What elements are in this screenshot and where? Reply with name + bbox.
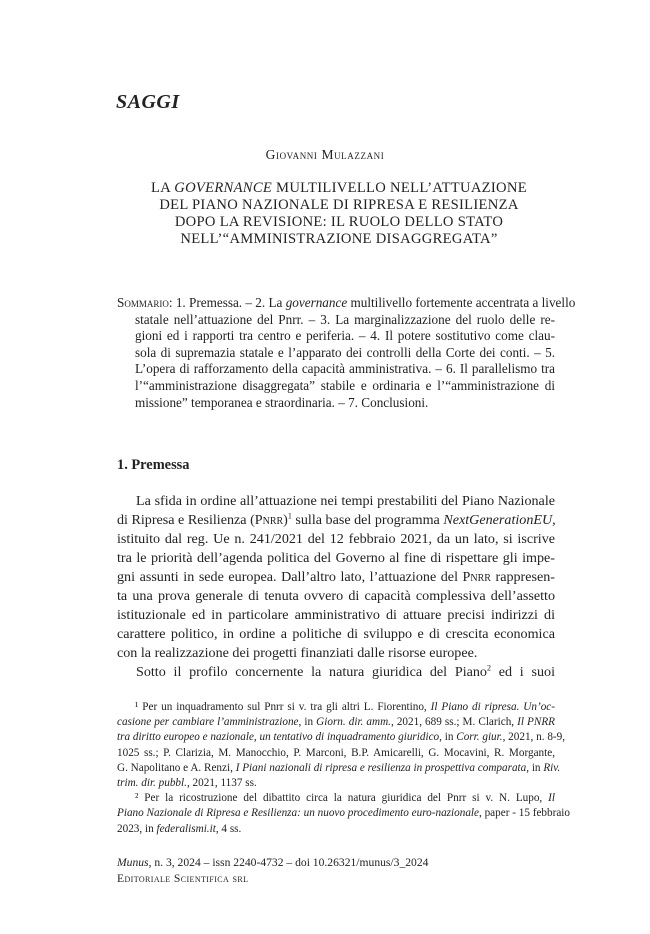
- author-name: Giovanni Mulazzani: [265, 147, 385, 162]
- body-text: [117, 492, 555, 682]
- journal-citation: Munus, n. 3, 2024 – issn 2240-4732 – doi 10.26321/munus/3_2024: [117, 856, 429, 869]
- footnote-line: G. Napolitano e A. Renzi, I Piani nazionali di ripresa e resilienza in prospettiva comparata, in Riv.: [117, 761, 561, 774]
- footnote-line: casione per cambiare l’amministrazione, in Giorn. dir. amm., 2021, 689 ss.; M. Clarich, Il PNRR: [117, 716, 556, 729]
- section-heading: 1. Premessa: [117, 457, 190, 473]
- summary-line: statale nell’attuazione del Pnrr. – 3. La marginalizzazione del ruolo delle re-: [135, 311, 555, 327]
- summary-line: gioni ed i rapporti tra centro e periferia. – 4. Il potere sostitutivo come clau-: [135, 328, 555, 344]
- title-line: DOPO LA REVISIONE: IL RUOLO DELLO STATO: [174, 214, 504, 230]
- summary-line: L’opera di rafforzamento della capacità amministrativa. – 6. Il parallelismo tra: [135, 361, 555, 377]
- page-footer: [117, 855, 428, 887]
- footnote-line: Piano Nazionale di Ripresa e Resilienza: un nuovo procedimento euro-nazionale, paper - 15 febbraio: [117, 807, 570, 820]
- summary-lead: Sommario:: [117, 295, 173, 310]
- body-line: carattere politico, in ordine a politiche di sviluppo e di crescita economica: [117, 626, 555, 642]
- body-line: Sotto il profilo concernente la natura giuridica del Piano$^2$ ed i suoi: [136, 663, 555, 680]
- footnote-line: ¹ Per un inquadramento sul Pnrr si v. tra gli altri L. Fiorentino, Il Piano di ripresa. Un’oc-: [135, 701, 555, 713]
- article-title: [118, 180, 560, 248]
- title-line: NELL’“AMMINISTRAZIONE DISAGGREGATA”: [180, 231, 498, 247]
- title-line: LA GOVERNANCE MULTILIVELLO NELL’ATTUAZIONE: [151, 180, 527, 196]
- body-line: istituito dal reg. Ue n. 241/2021 del 12 febbraio 2021, da un lato, si iscrive: [117, 531, 555, 547]
- body-line: ta una prova generale di tenuta ovvero di capacità complessiva dell’assetto: [117, 588, 555, 604]
- footnote-ref[interactable]: 2: [486, 663, 491, 673]
- footnote-line: 1025 ss.; P. Clarizia, M. Manocchio, P. Marconi, B.P. Amicarelli, G. Mocavini, R. Morgante,: [117, 746, 555, 759]
- title-line: DEL PIANO NAZIONALE DI RIPRESA E RESILIENZA: [159, 197, 519, 213]
- summary-line: l’“amministrazione disaggregata” stabile e ordinaria e l’“amministrazione di: [135, 377, 555, 393]
- body-line: di Ripresa e Resilienza (Pnrr)$^1$ sulla base del programma NextGenerationEU,: [117, 511, 556, 528]
- footnotes: [117, 700, 570, 837]
- body-line: gni assunti in sede europea. Dall’altro lato, l’attuazione del Pnrr rappresen-: [117, 569, 555, 585]
- summary: [117, 295, 576, 411]
- footnote-line: tra diritto europeo e nazionale, un tentativo di inquadramento giuridico, in Corr. giur., 2021, n. 8-9,: [117, 731, 566, 744]
- footnote-line: ² Per la ricostruzione del dibattito circa la natura giuridica del Pnrr si v. N. Lupo, Il: [135, 792, 555, 805]
- summary-line: Sommario: 1. Premessa. – 2. La governance multilivello fortemente accentrata a livello: [117, 295, 576, 310]
- section-label: SAGGI: [116, 91, 180, 113]
- footnote-line: 2023, in federalismi.it, 4 ss.: [117, 822, 242, 835]
- summary-line: sola di supremazia statale e l’apparato dei controlli della Corte dei conti. – 5.: [135, 344, 555, 360]
- body-line: con la realizzazione dei progetti finanziati dalle risorse europee.: [117, 645, 478, 661]
- summary-line: missione” temporanea e straordinaria. – 7. Conclusioni.: [135, 394, 429, 410]
- footnote-ref[interactable]: 1: [287, 511, 292, 521]
- body-line: tra le priorità dell’agenda politica del Governo al fine di rispettare gli impe-: [117, 550, 555, 566]
- footnote-line: trim. dir. pubbl., 2021, 1137 ss.: [117, 777, 257, 790]
- publisher: Editoriale Scientifica srl: [117, 872, 249, 885]
- body-line: istituzionale ed in particolare amministrativo di attuare precisi indirizzi di: [117, 607, 555, 623]
- body-line: La sfida in ordine all’attuazione nei tempi prestabiliti del Piano Nazionale: [136, 493, 555, 509]
